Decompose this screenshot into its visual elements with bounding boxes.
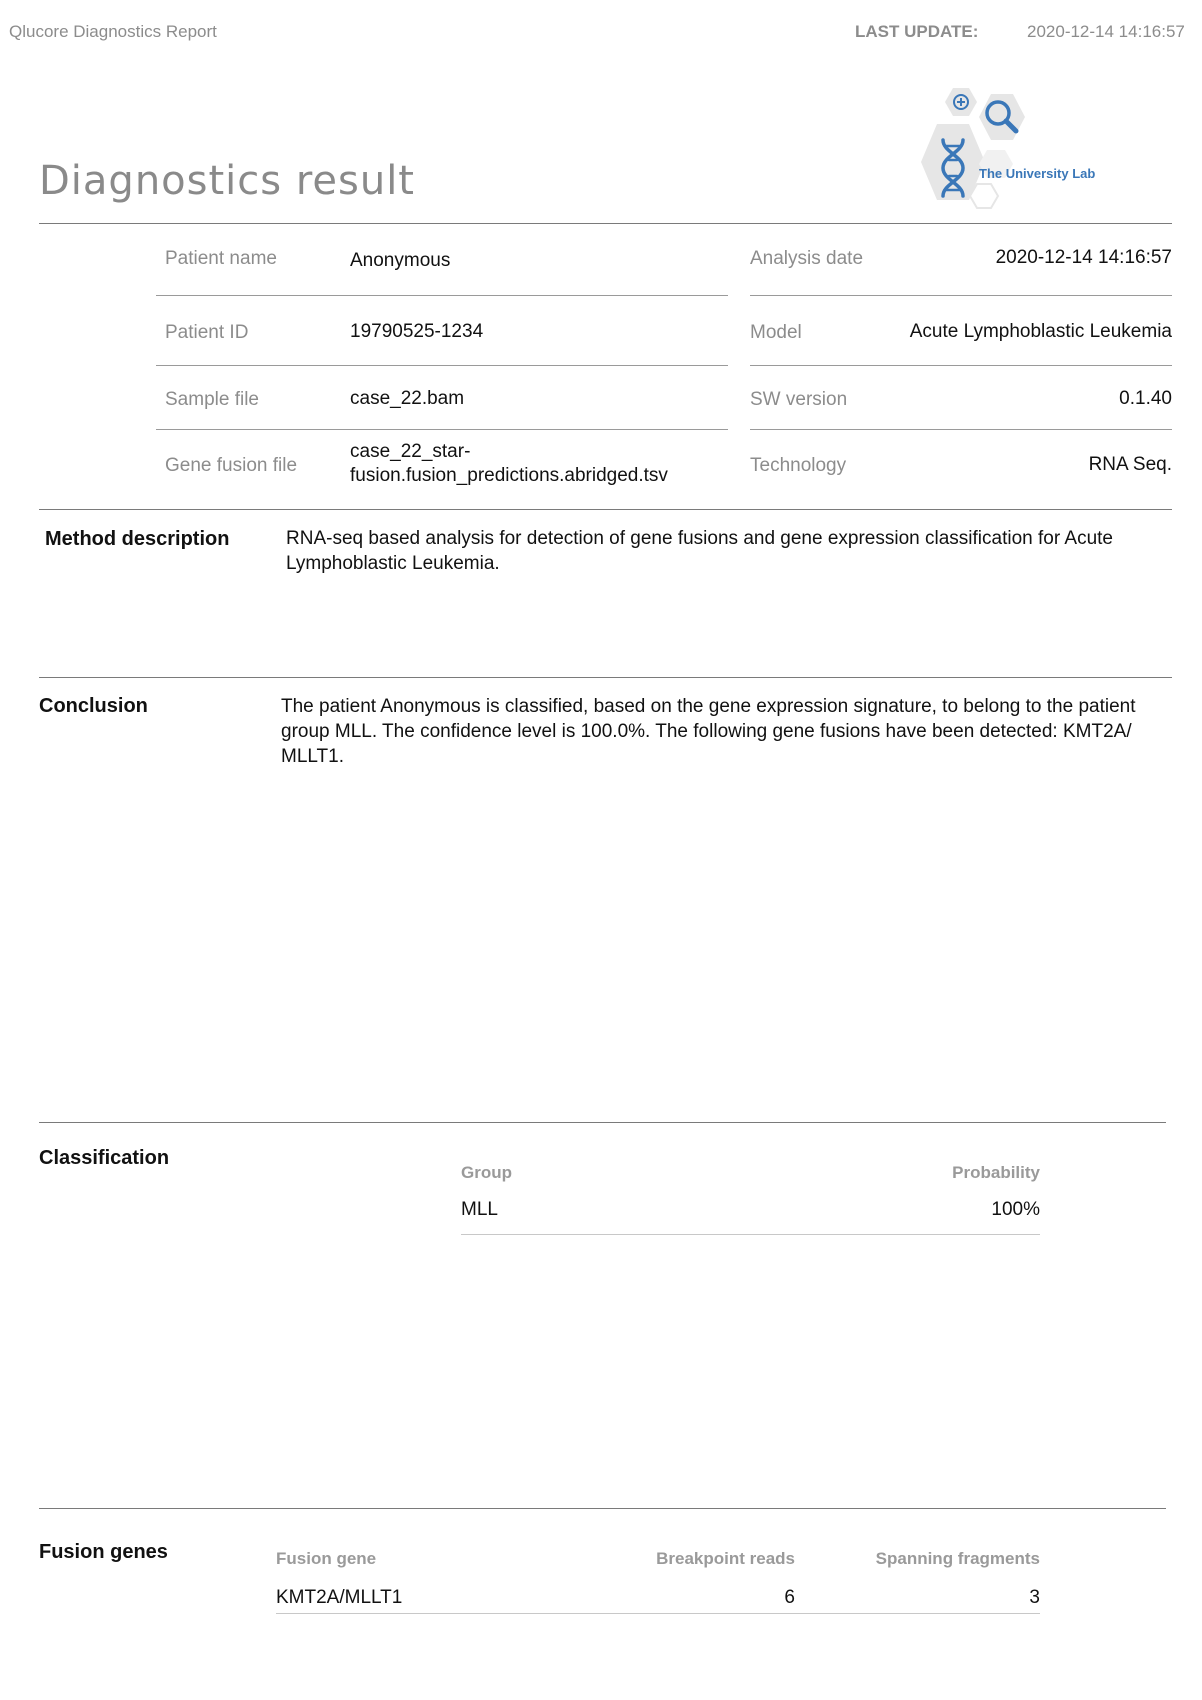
classification-col-probability: Probability — [952, 1163, 1040, 1182]
technology-value: RNA Seq. — [1088, 454, 1172, 475]
university-lab-logo — [895, 84, 1135, 219]
fusion-col-spanning: Spanning fragments — [875, 1549, 1040, 1568]
gene-fusion-file-value-line2: fusion.fusion_predictions.abridged.tsv — [350, 465, 668, 486]
patient-name-label: Patient name — [165, 248, 277, 269]
analysis-date-value: 2020-12-14 14:16:57 — [995, 247, 1172, 268]
gene-fusion-file-label: Gene fusion file — [165, 455, 298, 476]
info-bottom-divider — [39, 509, 1172, 510]
analysis-date-label: Analysis date — [750, 248, 864, 269]
classification-row-probability: 100% — [991, 1199, 1040, 1220]
conclusion-text-line2: group MLL. The confidence level is 100.0%. The following gene fusions have been detected: KMT2A/ — [281, 721, 1132, 742]
method-text-line2: Lymphoblastic Leukemia. — [286, 553, 500, 574]
title-divider — [39, 223, 1172, 224]
table-row-divider — [276, 1613, 1040, 1614]
fusion-col-breakpoint: Breakpoint reads — [656, 1549, 795, 1568]
info-divider — [750, 429, 1172, 430]
sample-file-value: case_22.bam — [350, 388, 465, 409]
sw-version-value: 0.1.40 — [1119, 388, 1172, 409]
conclusion-heading: Conclusion — [39, 695, 148, 717]
conclusion-text-line3: MLLT1. — [281, 746, 345, 767]
patient-id-label: Patient ID — [165, 322, 249, 343]
logo-text: The University Lab — [979, 166, 1096, 181]
section-divider — [39, 1122, 1166, 1123]
sw-version-label: SW version — [750, 389, 848, 410]
model-label: Model — [750, 322, 802, 343]
technology-label: Technology — [750, 455, 847, 476]
last-update-label: LAST UPDATE: — [855, 22, 979, 41]
section-divider — [39, 677, 1172, 678]
page-title: Diagnostics result — [39, 158, 415, 204]
fusion-row-breakpoint: 6 — [784, 1587, 795, 1608]
info-divider — [156, 295, 728, 296]
info-divider — [750, 295, 1172, 296]
info-divider — [156, 365, 728, 366]
classification-row-group: MLL — [461, 1199, 498, 1220]
fusion-heading: Fusion genes — [39, 1541, 168, 1563]
sample-file-label: Sample file — [165, 389, 259, 410]
info-divider — [156, 429, 728, 430]
patient-name-value: Anonymous — [350, 250, 451, 271]
fusion-row-gene: KMT2A/MLLT1 — [276, 1587, 403, 1608]
method-text-line1: RNA-seq based analysis for detection of gene fusions and gene expression classification for Acute — [286, 528, 1113, 549]
table-row-divider — [461, 1234, 1040, 1235]
model-value: Acute Lymphoblastic Leukemia — [909, 321, 1172, 342]
info-divider — [750, 365, 1172, 366]
classification-heading: Classification — [39, 1147, 170, 1169]
method-heading: Method description — [45, 528, 230, 550]
app-title: Qlucore Diagnostics Report — [9, 22, 217, 41]
gene-fusion-file-value-line1: case_22_star- — [350, 441, 471, 462]
conclusion-text-line1: The patient Anonymous is classified, based on the gene expression signature, to belong to the patient — [281, 696, 1136, 717]
fusion-col-gene: Fusion gene — [276, 1549, 377, 1568]
section-divider — [39, 1508, 1166, 1509]
last-update-value: 2020-12-14 14:16:57 — [1027, 22, 1185, 41]
patient-id-value: 19790525-1234 — [350, 321, 484, 342]
fusion-row-spanning: 3 — [1029, 1587, 1040, 1608]
classification-col-group: Group — [461, 1163, 512, 1182]
